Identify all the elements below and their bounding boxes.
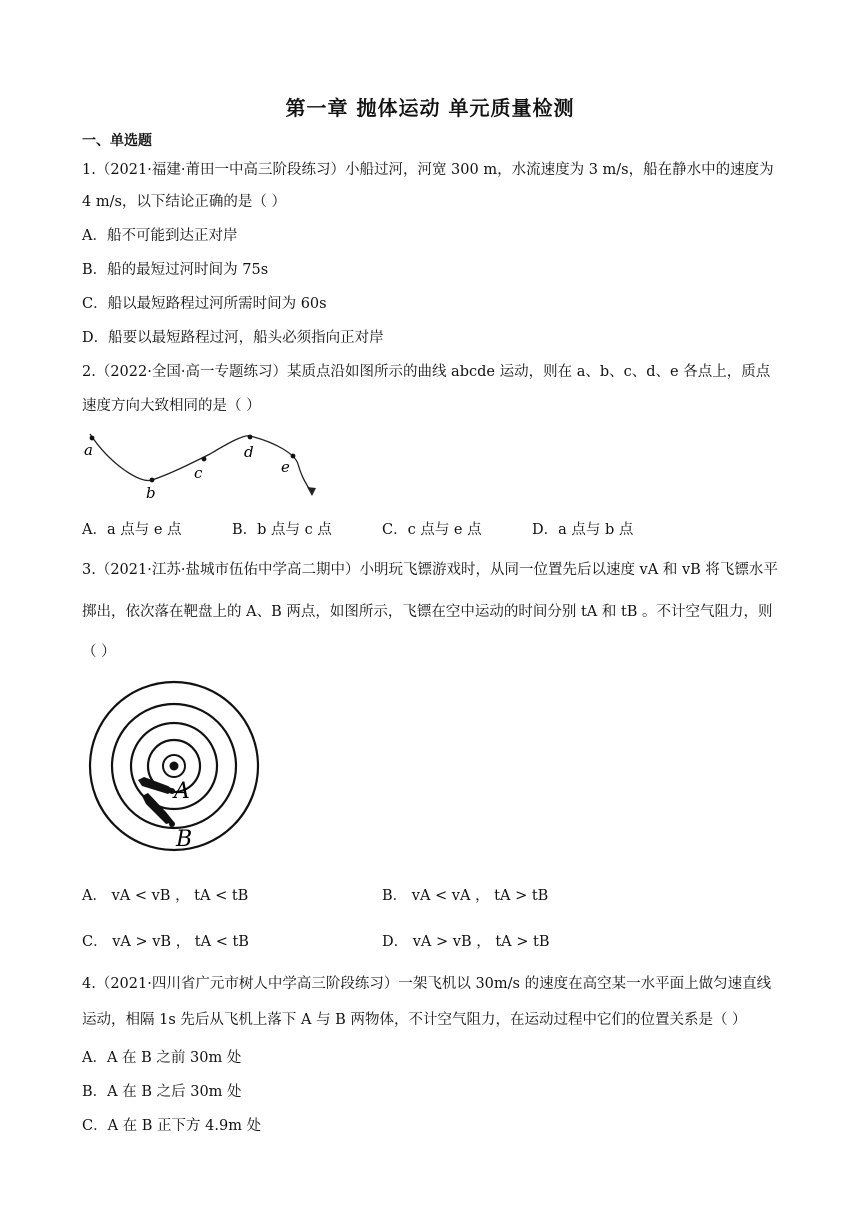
bullseye xyxy=(170,762,179,771)
q1-option-a: A．船不可能到达正对岸 xyxy=(82,228,238,244)
q4-option-c: C．A 在 B 正下方 4.9m 处 xyxy=(82,1118,262,1134)
q3-stem-line2: 掷出，依次落在靶盘上的 A、B 两点，如图所示，飞镖在空中运动的时间分别 tA 和 tB 。不计空气阻力，则 xyxy=(82,604,773,620)
label-b: b xyxy=(146,484,156,502)
q1-option-b: B．船的最短过河时间为 75s xyxy=(82,262,269,278)
point-c-dot xyxy=(202,457,207,462)
label-B: B xyxy=(176,827,193,852)
q2-option-d: D．a 点与 b 点 xyxy=(532,522,634,538)
point-a-dot xyxy=(90,436,95,441)
q4-stem-line2: 运动，相隔 1s 先后从飞机上落下 A 与 B 两物体，不计空气阻力，在运动过程中它们的位置关系是（ ） xyxy=(82,1012,747,1028)
point-d-dot xyxy=(248,435,253,440)
q4-stem-line1: 4.（2021·四川省广元市树人中学高三阶段练习）一架飞机以 30m/s 的速度在高空某一水平面上做匀速直线 xyxy=(82,976,772,992)
section-heading: 一、单选题 xyxy=(82,133,152,149)
q2-option-b: B．b 点与 c 点 xyxy=(232,522,332,538)
q2-stem-line2: 速度方向大致相同的是（ ） xyxy=(82,398,261,414)
curve-figure xyxy=(80,424,330,504)
q1-stem-line2: 4 m/s，以下结论正确的是（ ） xyxy=(82,194,287,210)
q2-stem-line1: 2.（2022·全国·高一专题练习）某质点沿如图所示的曲线 abcde 运动，则在 a、b、c、d、e 各点上，质点 xyxy=(82,364,771,380)
page-title: 第一章 抛体运动 单元质量检测 xyxy=(285,96,575,120)
q4-option-a: A．A 在 B 之前 30m 处 xyxy=(82,1050,242,1066)
q3-stem-line1: 3.（2021·江苏·盐城市伍佑中学高二期中）小明玩飞镖游戏时，从同一位置先后以速度 vA 和 vB 将飞镖水平 xyxy=(82,562,778,578)
point-b-dot xyxy=(150,478,155,483)
dartboard-figure xyxy=(86,676,266,856)
label-d: d xyxy=(244,443,254,461)
point-e-dot xyxy=(291,454,296,459)
q3-option-c: C． vA > vB ， tA < tB xyxy=(82,934,249,950)
q2-option-c: C．c 点与 e 点 xyxy=(382,522,482,538)
q1-option-d: D．船要以最短路程过河，船头必须指向正对岸 xyxy=(82,330,384,346)
point-B-dot xyxy=(169,821,175,827)
dart-a-icon xyxy=(138,777,174,794)
q1-stem-line1: 1.（2021·福建·莆田一中高三阶段练习）小船过河，河宽 300 m，水流速度为 3 m/s，船在静水中的速度为 xyxy=(82,162,774,178)
curve-arrowhead xyxy=(307,487,316,496)
q2-option-a: A．a 点与 e 点 xyxy=(82,522,182,538)
q3-option-b: B． vA < vA ， tA > tB xyxy=(382,888,549,904)
q3-stem-line3: （ ） xyxy=(82,644,116,660)
q4-option-b: B．A 在 B 之后 30m 处 xyxy=(82,1084,242,1100)
label-A: A xyxy=(174,779,190,804)
label-e: e xyxy=(281,458,290,476)
label-a: a xyxy=(84,441,93,459)
q1-option-c: C．船以最短路程过河所需时间为 60s xyxy=(82,296,327,312)
label-c: c xyxy=(194,464,203,482)
q3-option-d: D． vA > vB ， tA > tB xyxy=(382,934,550,950)
q3-option-a: A． vA < vB ， tA < tB xyxy=(82,888,249,904)
